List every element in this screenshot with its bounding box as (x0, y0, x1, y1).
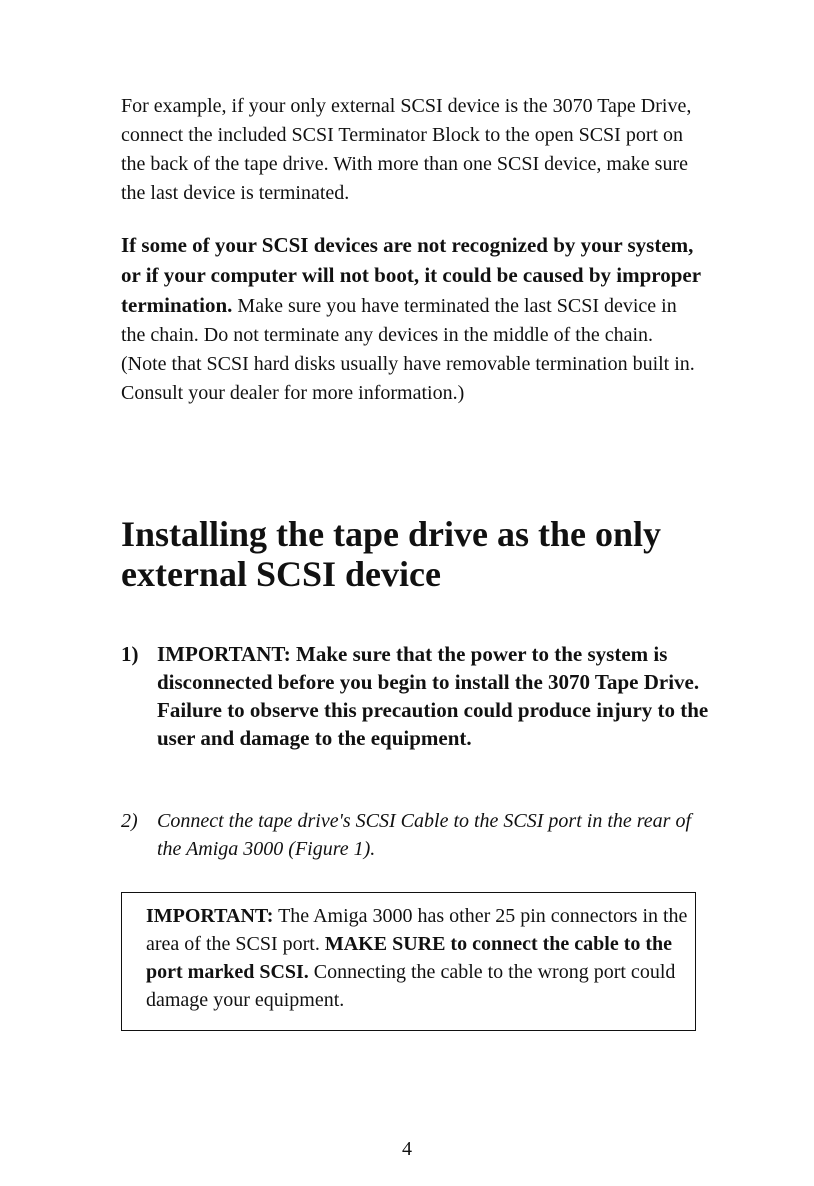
notice-text-3: Connecting the cable to the wrong port could damage your equipment. (146, 961, 676, 1011)
important-notice-box (121, 892, 696, 1031)
notice-bold-instruction: MAKE SURE to connect the cable to the port marked SCSI. (146, 933, 673, 983)
notice-label: IMPORTANT: (146, 905, 274, 927)
step-1-number: 1) (121, 642, 139, 666)
step-1 (121, 640, 711, 752)
step-2-text: Connect the tape drive's SCSI Cable to the SCSI port in the rear of the Amiga 3000 (Figure 1). (157, 810, 692, 860)
page-number: 4 (402, 1138, 412, 1160)
step-2-number: 2) (121, 810, 138, 832)
step-2 (121, 807, 711, 863)
termination-text: Make sure you have terminated the last SCSI device in the chain. Do not terminate any devices in the middle of the chain. (Note that SCSI hard disks usually have removable termination built in. Consult your dealer for more information.) (121, 295, 695, 404)
step-1-text: IMPORTANT: Make sure that the power to the system is disconnected before you begin to install the 3070 Tape Drive. Failure to observe this precaution could produce injury to the user and damage to the equipment. (157, 642, 709, 750)
section-heading: Installing the tape drive as the only external SCSI device (121, 514, 662, 594)
notice-text-1: The Amiga 3000 has other 25 pin connectors in the area of the SCSI port. (146, 905, 688, 955)
termination-paragraph (121, 231, 701, 408)
intro-paragraph: For example, if your only external SCSI device is the 3070 Tape Drive, connect the included SCSI Terminator Block to the open SCSI port on the back of the tape drive. With more than one SCSI device, make sure the last device is terminated. (121, 95, 692, 204)
termination-bold-lead: If some of your SCSI devices are not recognized by your system, or if your computer will not boot, it could be caused by improper termination. (121, 233, 701, 317)
